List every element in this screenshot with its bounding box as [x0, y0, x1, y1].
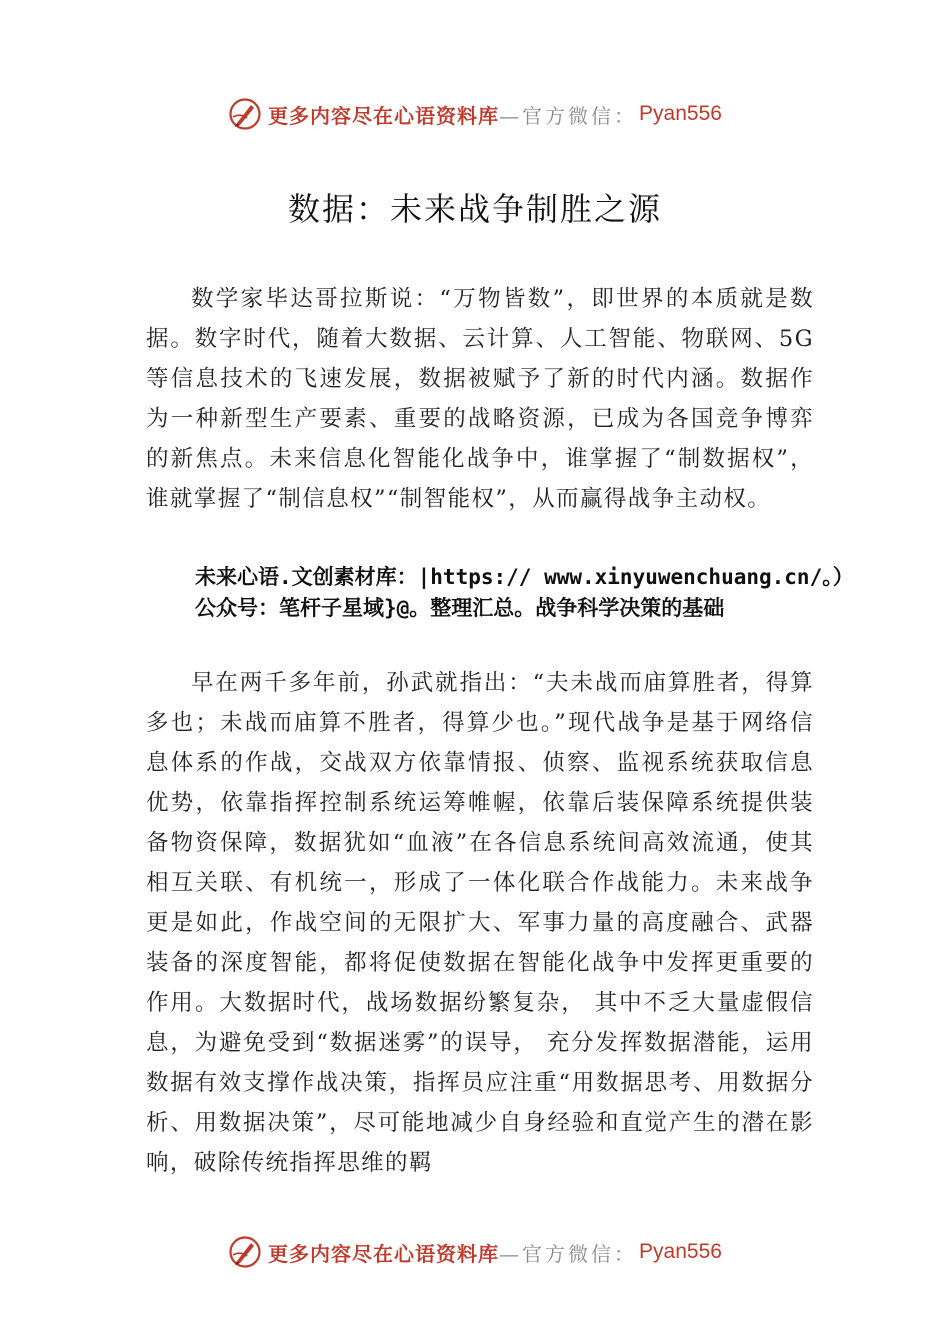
paragraph-intro: 数学家毕达哥拉斯说：“万物皆数”，即世界的本质就是数据。数字时代，随着大数据、云计算、人工智能、物联网、5G 等信息技术的飞速发展，数据被赋予了新的时代内涵。数据作为一种新型生产要素、重要的战略资源，已成为各国竞争博弈的新焦点。未来信息化智能化战争中，谁掌握了“制数据权”，谁就掌握了“制信息权”“制智能权”，从而赢得战争主动权。 — [146, 286, 814, 512]
banner-library-text: 更多内容尽在心语资料库 — [268, 1241, 500, 1266]
banner-library-text: 更多内容尽在心语资料库 — [268, 103, 500, 128]
pen-logo-icon — [228, 1235, 262, 1269]
banner-wechat-id: Pyan556 — [639, 102, 722, 125]
banner-wechat-label: —官方微信： — [499, 1241, 638, 1266]
body-section-1 — [146, 279, 814, 519]
section-heading: 未来心语.文创素材库：|https:// www.xinyuwenchuang.cn/。）公众号：笔杆子星域}@。整理汇总。战争科学决策的基础 — [195, 565, 844, 620]
document-title: 数据：未来战争制胜之源 — [287, 190, 662, 228]
header-watermark-banner — [0, 94, 950, 134]
pen-logo-icon — [228, 97, 262, 131]
footer-watermark-banner — [0, 1232, 950, 1272]
banner-wechat-label: —官方微信： — [499, 103, 638, 128]
paragraph-decision-basis: 早在两千多年前，孙武就指出：“夫未战而庙算胜者，得算多也；未战而庙算不胜者，得算少也。”现代战争是基于网络信息体系的作战，交战双方依靠情报、侦察、监视系统获取信息优势，依靠指挥控制系统运筹帷幄，依靠后装保障系统提供装备物资保障，数据犹如“血液”在各信息系统间高效流通，使其相互关联、有机统一，形成了一体化联合作战能力。未来战争更是如此，作战空间的无限扩大、军事力量的高度融合、武器装备的深度智能，都将促使数据在智能化战争中发挥更重要的作用。大数据时代，战场数据纷繁复杂， 其中不乏大量虚假信息，为避免受到“数据迷雾”的误导， 充分发挥数据潜能，运用数据有效支撑作战决策，指挥员应注重“用数据思考、用数据分析、用数据决策”，尽可能地减少自身经验和直觉产生的潜在影响，破除传统指挥思维的羁 — [146, 670, 814, 1176]
body-section-2 — [146, 663, 814, 1183]
banner-wechat-id: Pyan556 — [639, 1240, 722, 1263]
